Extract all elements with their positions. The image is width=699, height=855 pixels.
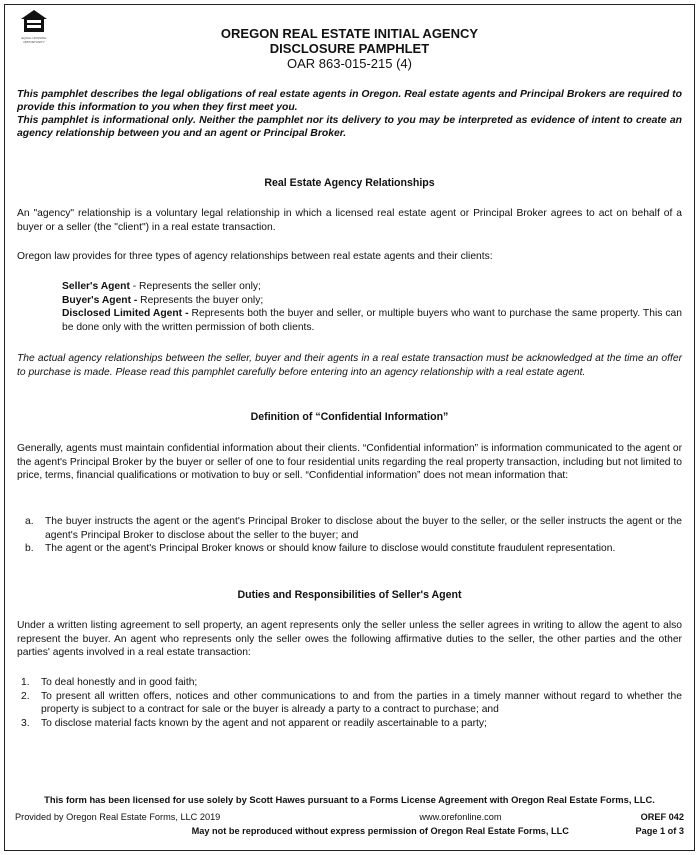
confidential-definition-paragraph: Generally, agents must maintain confidential information about their clients. “Confidential information” is information communicated to the agent or the agent's Principal Broker by the buyer or seller of one to four residential units regarding the real property transaction, including but not limited to price, terms, financial qualifications or motivation to buy or sell. “Confidential information” does not mean information that:: [17, 443, 682, 482]
list-item-text: To deal honestly and in good faith;: [41, 677, 198, 688]
list-marker: b.: [25, 543, 34, 555]
intro-paragraph-1: This pamphlet describes the legal obligations of real estate agents in Oregon. Real estate agents and Principal Brokers are required to provide this information to you when they first meet you.: [17, 89, 682, 113]
footer-form-id: OREF 042: [640, 812, 684, 822]
section-heading-confidential: Definition of “Confidential Information”: [250, 411, 449, 423]
acknowledgement-paragraph: The actual agency relationships between the seller, buyer and their agents in a real estate transaction must be acknowledged at the time an offer to purchase is made. Please read this pamphlet carefully before entering into an agency relationship with a real estate agent.: [17, 353, 682, 378]
footer-website: www.orefonline.com: [419, 812, 502, 822]
agency-type-item: [62, 294, 682, 308]
list-item: [17, 690, 682, 717]
footer-reproduction-notice: May not be reproduced without express permission of Oregon Real Estate Forms, LLC: [191, 826, 569, 836]
agency-type-text: - Represents the seller only;: [129, 281, 261, 292]
list-marker: 1.: [21, 677, 30, 688]
agency-types-list: [62, 280, 682, 334]
sellers-agent-paragraph: Under a written listing agreement to sell property, an agent represents only the seller unless the seller agrees in writing to allow the agent to also represent the buyer. An agent who represents only the seller owes the following affirmative duties to the seller, the other parties and the other parties' agents involved in a real estate transaction:: [17, 620, 682, 659]
section-heading-sellers-agent: Duties and Responsibilities of Seller's Agent: [237, 589, 462, 601]
sellers-agent-duties-list: [17, 676, 682, 730]
confidential-exceptions-list: [17, 515, 682, 556]
footer-page-number: Page 1 of 3: [635, 826, 684, 836]
section-heading-agency: Real Estate Agency Relationships: [264, 177, 435, 189]
logo-caption: EQUAL HOUSING OPPORTUNITY: [21, 36, 47, 44]
agency-type-text: Represents the buyer only;: [137, 294, 264, 306]
list-marker: a.: [25, 516, 34, 527]
agency-types-intro: Oregon law provides for three types of agency relationships between real estate agents and their clients:: [17, 251, 493, 262]
title-line-2: DISCLOSURE PAMPHLET: [269, 41, 430, 56]
footer-row-provider: [15, 812, 684, 822]
agency-type-term: Disclosed Limited Agent -: [62, 308, 189, 320]
intro-paragraph-2: This pamphlet is informational only. Neither the pamphlet nor its delivery to you may be interpreted as evidence of intent to create an agency relationship between you and an agent or Principal Broker.: [17, 115, 682, 139]
list-item: [17, 515, 682, 542]
agency-type-item: [62, 280, 682, 294]
agency-type-term: Seller's Agent: [62, 281, 130, 292]
list-marker: 2.: [21, 690, 30, 702]
list-item-text: To disclose material facts known by the agent and not apparent or readily ascertainable to a party;: [41, 717, 487, 729]
agency-type-term: Buyer's Agent -: [62, 294, 138, 306]
agency-definition-paragraph: An "agency" relationship is a voluntary legal relationship in which a licensed real estate agent or Principal Broker agrees to act on behalf of a buyer or a seller (the "client") in a real estate transaction.: [17, 208, 682, 233]
title-line-3: OAR 863-015-215 (4): [286, 56, 412, 71]
list-item-text: The buyer instructs the agent or the agent's Principal Broker to disclose about the buyer to the seller, or the seller instructs the agent or the agent's Principal Broker to disclose about the seller to the buyer; and: [45, 516, 682, 541]
agency-type-text: Represents both the buyer and seller, or multiple buyers who want to purchase the same property. This can be done only with the written permission of both clients.: [62, 308, 683, 333]
footer-row-notice: [15, 826, 684, 836]
footer-spacer: [15, 826, 125, 836]
list-item: [17, 717, 682, 731]
document-title: [0, 26, 699, 71]
list-marker: 3.: [21, 717, 30, 729]
intro-notice: [17, 88, 682, 140]
list-item: [17, 676, 682, 690]
list-item-text: The agent or the agent's Principal Broker knows or should know failure to disclose would constitute fraudulent representation.: [45, 543, 616, 555]
footer-provided-by: Provided by Oregon Real Estate Forms, LLC 2019: [15, 812, 221, 822]
title-line-1: OREGON REAL ESTATE INITIAL AGENCY: [220, 26, 479, 41]
agency-type-item: [62, 307, 682, 334]
list-item: [17, 542, 682, 556]
footer-license-notice: This form has been licensed for use solely by Scott Hawes pursuant to a Forms License Agreement with Oregon Real Estate Forms, LLC.: [44, 794, 655, 805]
list-item-text: To present all written offers, notices and other communications to and from the parties in a timely manner without regard to whether the property is subject to a contract for sale or the buyer is already a party to a contract to purchase; and: [41, 690, 682, 716]
